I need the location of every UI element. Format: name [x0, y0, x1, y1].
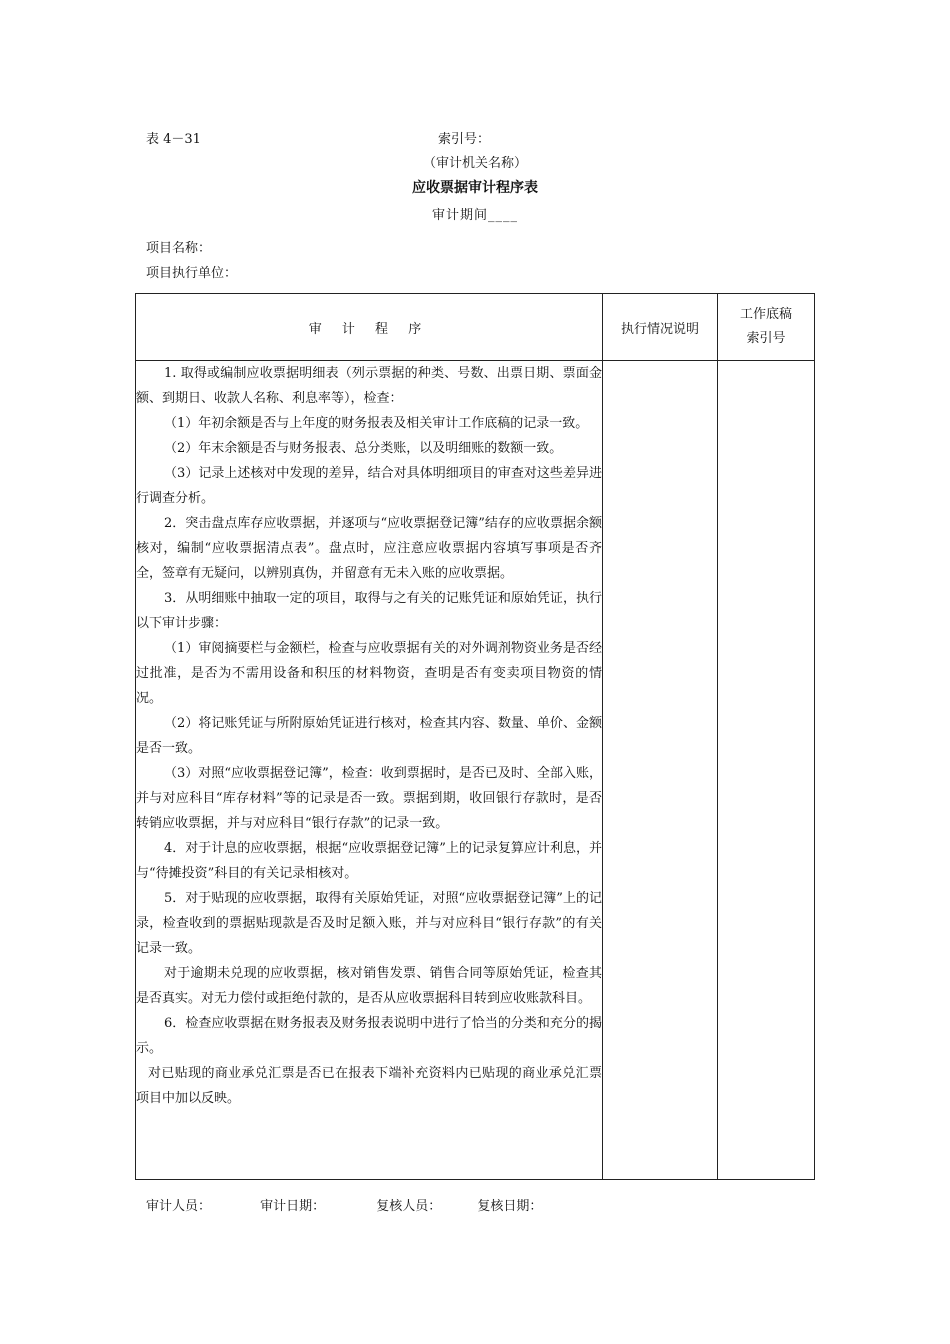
project-name-label: 项目名称：	[146, 241, 212, 256]
procedure-paragraph: 3．从明细账中抽取一定的项目，取得与之有关的记账凭证和原始凭证，执行以下审计步骤：	[136, 591, 602, 631]
column-header-reference-line1: 工作底稿	[739, 307, 792, 322]
working-paper-ref-cell[interactable]	[718, 361, 815, 1180]
procedure-paragraph: 4．对于计息的应收票据，根据“应收票据登记簿”上的记录复算应计利息，并与“待摊投资”科目的有关记录相核对。	[136, 841, 602, 881]
audit-procedure-table	[135, 293, 815, 1180]
procedure-paragraph: 对于逾期未兑现的应收票据，核对销售发票、销售合同等原始凭证，检查其是否真实。对无力偿付或拒绝付款的，是否从应收票据科目转到应收账款科目。	[136, 966, 602, 1006]
procedure-paragraph: 6．检查应收票据在财务报表及财务报表说明中进行了恰当的分类和充分的揭示。	[136, 1016, 602, 1056]
audit-period: 审计期间____	[431, 208, 518, 223]
page-title: 应收票据审计程序表	[412, 180, 538, 196]
procedure-paragraph: 2．突击盘点库存应收票据，并逐项与“应收票据登记簿”结存的应收票据余额核对，编制“应收票据清点表”。盘点时，应注意应收票据内容填写事项是否齐全，签章有无疑问，以辨别真伪，并留意有无未入账的应收票据。	[136, 516, 602, 581]
procedure-paragraph: 5．对于贴现的应收票据，取得有关原始凭证，对照“应收票据登记簿”上的记录，检查收到的票据贴现款是否及时足额入账，并与对应科目“银行存款”的有关记录一致。	[136, 891, 602, 956]
index-number-label: 索引号：	[438, 132, 491, 147]
signature-footer	[146, 1195, 542, 1214]
procedure-paragraph: （1）审阅摘要栏与金额栏，检查与应收票据有关的对外调剂物资业务是否经过批准，是否为不需用设备和积压的材料物资，查明是否有变卖项目物资的情况。	[136, 641, 602, 706]
column-header-reference-line2: 索引号	[746, 331, 786, 346]
form-number: 表 4－31	[146, 132, 201, 147]
reviewer-label: 复核人员：	[376, 1199, 442, 1214]
procedure-paragraph: 对已贴现的商业承兑汇票是否已在报表下端补充资料内已贴现的商业承兑汇票项目中加以反映。	[136, 1066, 602, 1106]
audit-date-label: 审计日期：	[260, 1199, 326, 1214]
table-header-row	[136, 294, 815, 361]
column-header-procedure: 审 计 程 序	[136, 294, 603, 361]
procedure-paragraph: （3）记录上述核对中发现的差异，结合对具体明细项目的审查对这些差异进行调查分析。	[136, 466, 602, 506]
procedure-paragraph: （3）对照“应收票据登记簿”，检查：收到票据时，是否已及时、全部入账，并与对应科目“库存材料”等的记录是否一致。票据到期，收回银行存款时，是否转销应收票据，并与对应科目“银行存款”的记录一致。	[136, 766, 602, 831]
table-body-row	[136, 361, 815, 1180]
auditor-label: 审计人员：	[146, 1199, 212, 1214]
audit-organization: （审计机关名称）	[422, 156, 527, 171]
procedure-paragraph: （2）将记账凭证与所附原始凭证进行核对，检查其内容、数量、单价、金额是否一致。	[136, 716, 602, 756]
column-header-reference	[718, 294, 815, 361]
project-unit-label: 项目执行单位：	[146, 266, 238, 281]
procedure-content-cell	[136, 361, 603, 1180]
procedure-paragraph: （1）年初余额是否与上年度的财务报表及相关审计工作底稿的记录一致。	[164, 416, 589, 431]
review-date-label: 复核日期：	[477, 1199, 543, 1214]
column-header-execution: 执行情况说明	[603, 294, 718, 361]
procedure-paragraph: （2）年末余额是否与财务报表、总分类账，以及明细账的数额一致。	[164, 441, 563, 456]
execution-notes-cell[interactable]	[603, 361, 718, 1180]
procedure-paragraph: 1. 取得或编制应收票据明细表（列示票据的种类、号数、出票日期、票面金额、到期日、收款人名称、利息率等），检查：	[136, 366, 602, 406]
